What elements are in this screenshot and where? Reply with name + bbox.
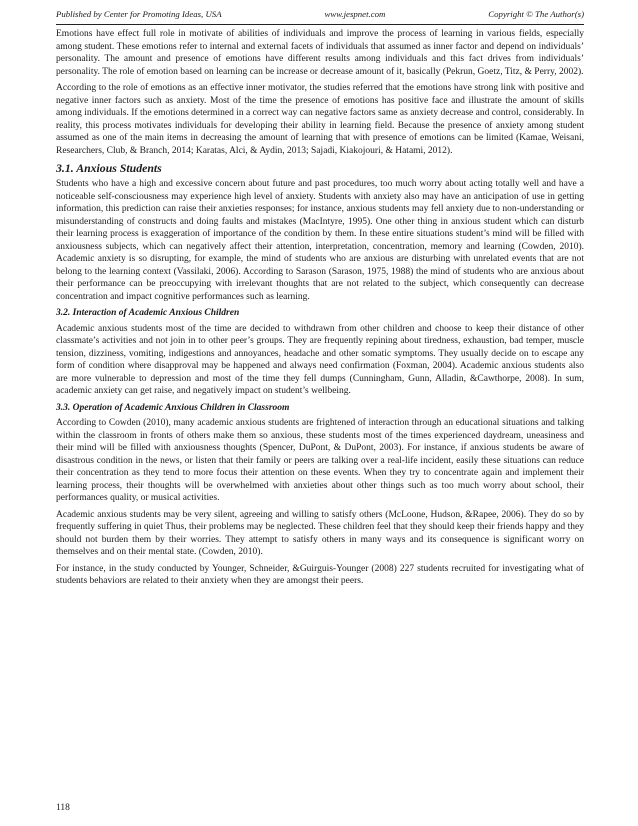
paragraph: For instance, in the study conducted by Younger, Schneider, &Guirguis-Younger (2008) 227 students recruited for investigating what of students behaviors are related to their anxiety when they are amongst their peers. xyxy=(56,563,584,586)
section-heading-operation: 3.3. Operation of Academic Anxious Children in Classroom xyxy=(56,402,290,413)
running-header xyxy=(56,7,584,21)
header-rule xyxy=(56,24,584,25)
paragraph: Students who have a high and excessive concern about future and past procedures, too much worry about acting totally well and have a noticeable self-consciousness may experience high level of anxiety. Students with anxiety also may have an anticipation of use in getting information, this prediction can raise their anxieties responses; for instance, anxious students may fell anxiety due to non-understanding or misunderstanding of constructs and doing faults and mistakes (MacIntyre, 1995). One other thing in anxious student which can disturb their learning process is exaggeration of importance of the condition by them. In these entire situations student’s mind will be filled with anxiousness subjects, which can negatively affect their attention, interpretation, concentration, memory and learning (Cowden, 2010). Academic anxiety is so disrupting, for example, the mind of students who are anxious are disturbing with unrelated events that are not belong to the learning context (Vassilaki, 2006). According to Sarason (Sarason, 1975, 1988) the mind of students who are anxious about their performance can be preoccupying with irrelevant thoughts that are not related to the subject, which consequently can decrease concentration and impact cognitive performances such as learning. xyxy=(56,179,584,302)
paragraph: According to Cowden (2010), many academic anxious students are frightened of interaction through an educational situations and talking within the classroom in fronts of others make them so anxious, these students most of the times experienced daydream, uneasiness and their mind will be filled with anxiousness thoughts (Spencer, DuPont, & DuPont, 2003). For instance, if anxious students be aware of disastrous condition in the news, or listen that their family or peers are talking over a real-life incident, easily these situations can reduce their concentration as they tend to more focus their attention on these events. When they try to concentrate again and implement their learning process, their thoughts will be overwhelmed with anxieties about other things such as too much worry about school, their performances quality, or musical activities. xyxy=(56,418,584,503)
section-heading-interaction: 3.2. Interaction of Academic Anxious Children xyxy=(56,308,240,318)
paragraph: According to the role of emotions as an effective inner motivator, the studies referred that the emotions have strong link with positive and negative inner factors such as anxiety. Most of the time the presence of emotions has positive face and illustrate the amount of skills among individuals. If the emotions determined in a correct way can negative factors same as anxiety decrease and control, considerably. In reality, this process motivates individuals for developing their ability in learning field. Because the presence of anxiety among student assumed as one of the main items in decreasing the amount of learning that with presence of emotions can be limited (Kamae, Weisani, Researchers, Club, & Branch, 2014; Karatas, Alci, & Aydin, 2013; Sajadi, Kiakojouri, & Hatami, 2012). xyxy=(56,83,584,156)
paragraph: Emotions have effect full role in motivate of abilities of individuals and improve the process of learning in various fields, especially among student. These emotions refer to internal and external facets of individuals that assumed as inner factor and depend on individuals’ personality. The amount and presence of emotions have different results among individuals and this fact drives from individuals’ personality. The role of emotion based on learning can be increase or decrease amount of it, basically (Pekrun, Goetz, Titz, & Perry, 2002). xyxy=(56,29,584,77)
paragraph: Academic anxious students most of the time are decided to withdrawn from other children and choose to keep their distance of other classmate’s activities and not join in to other peer’s groups. They are frequently repining about tiredness, exhaustion, bad temper, muscle tension, dizziness, vomiting, indigestions and annoyances, headache and other somatic symptoms. They usually decide on to escape any form of condition where disapproval may be happened and always need confirmation (Foxman, 2004). Academic anxious students also are more vulnerable to depression and most of the time they fell dumps (Cunningham, Gunn, Alladin, &Cawthorpe, 2008). In sum, academic anxiety can get raise, and negatively impact on student’s wellbeing. xyxy=(56,323,584,396)
header-publisher: Published by Center for Promoting Ideas, USA xyxy=(56,9,222,19)
paragraph: Academic anxious students may be very silent, agreeing and willing to satisfy others (McLoone, Hudson, &Rapee, 2006). They do so by frequently suffering in quiet Thus, their problems may be neglected. These children feel that they should keep their friends happy and they should not burden them by their worries. They attempt to satisfy others in many ways and its consequence is significant worry on themselves and on their mental state. (Cowden, 2010). xyxy=(56,509,584,557)
section-heading-anxious-students: 3.1. Anxious Students xyxy=(56,161,162,175)
header-copyright: Copyright © The Author(s) xyxy=(488,9,584,19)
header-website: www.jespnet.com xyxy=(324,9,386,19)
article-body xyxy=(56,28,584,592)
page-number: 118 xyxy=(56,803,70,813)
